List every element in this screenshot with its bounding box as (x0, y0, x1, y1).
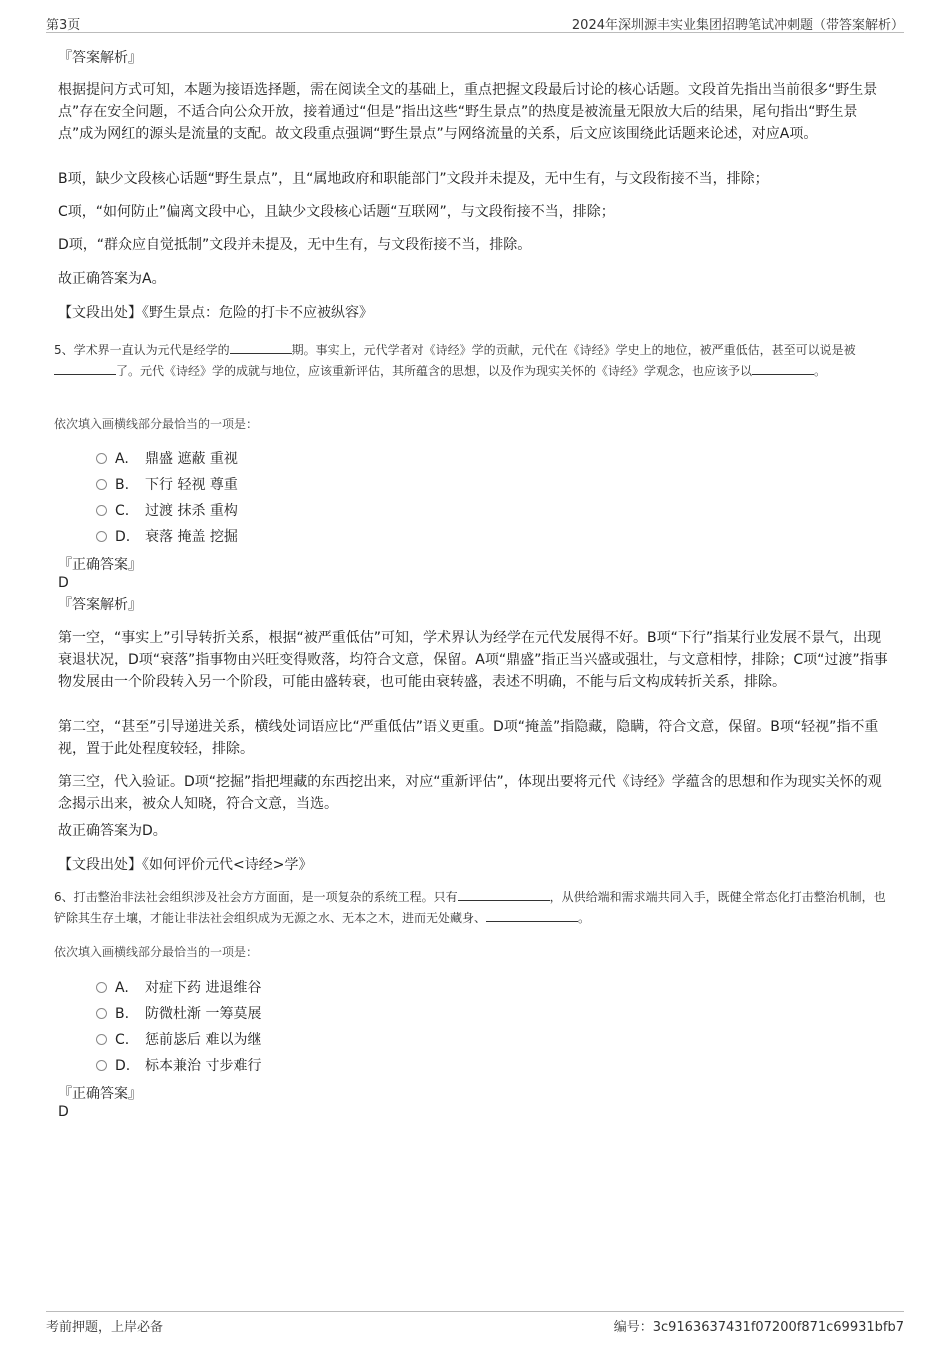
page-header (46, 10, 904, 33)
fill-blank (752, 362, 814, 375)
source-citation: 【文段出处】《野生景点：危险的打卡不应被纵容》 (58, 305, 373, 321)
analysis-paragraph: B项，缺少文段核心话题“野生景点”，且“属地政府和职能部门”文段并未提及，无中生有，与文段衔接不当，排除； (58, 171, 769, 187)
fill-blank (230, 341, 292, 354)
question-stem: 6、打击整治非法社会组织涉及社会方方面面，是一项复杂的系统工程。只有 ，从供给端和需求端共同入手，既健全常态化打击整治机制，也铲除其生存土壤，才能让非法社会组织成为无源之水、无本之木，进而无处藏身、 。 (54, 890, 886, 925)
radio-icon[interactable] (96, 453, 107, 464)
option-b[interactable]: B. 下行 轻视 尊重 (96, 474, 238, 496)
page-number: 第3页 (46, 18, 81, 33)
document-title: 2024年深圳源丰实业集团招聘笔试冲刺题（带答案解析） (571, 18, 904, 33)
correct-answer: D (58, 575, 69, 591)
fill-blank (54, 362, 116, 375)
radio-icon[interactable] (96, 1008, 107, 1019)
radio-icon[interactable] (96, 1060, 107, 1071)
source-citation: 【文段出处】《如何评价元代<诗经>学》 (58, 857, 313, 873)
analysis-paragraph: 第二空，“甚至”引导递进关系，横线处词语应比“严重低估”语义更重。D项“掩盖”指隐藏，隐瞒，符合文意，保留。B项“轻视”指不重视，置于此处程度较轻，排除。 (58, 719, 879, 757)
radio-icon[interactable] (96, 1034, 107, 1045)
option-b[interactable]: B. 防微杜渐 一筹莫展 (96, 1003, 261, 1025)
option-a[interactable]: A. 对症下药 进退维谷 (96, 977, 261, 999)
answer-conclusion: 故正确答案为A。 (58, 271, 166, 287)
radio-icon[interactable] (96, 505, 107, 516)
analysis-label: 『答案解析』 (58, 597, 142, 613)
option-c[interactable]: C. 过渡 抹杀 重构 (96, 500, 238, 522)
analysis-paragraph: C项，“如何防止”偏离文段中心，且缺少文段核心话题“互联网”，与文段衔接不当，排除； (58, 204, 615, 220)
correct-answer: D (58, 1104, 69, 1120)
radio-icon[interactable] (96, 479, 107, 490)
question-stem: 5、学术界一直认为元代是经学的 期。事实上，元代学者对《诗经》学的贡献，元代在《诗经》学史上的地位，被严重低估，甚至可以说是被了。元代《诗经》学的成就与地位，应该重新评估，其所蕴含的思想，以及作为现实关怀的《诗经》学观念，也应该予以 。 (54, 343, 856, 378)
correct-answer-label: 『正确答案』 (58, 557, 142, 573)
question-prompt: 依次填入画横线部分最恰当的一项是： (54, 945, 259, 959)
option-c[interactable]: C. 惩前毖后 难以为继 (96, 1029, 261, 1051)
document-id: 编号：3c9163637431f07200f871c69931bfb7 (613, 1320, 904, 1335)
fill-blank (486, 909, 578, 922)
radio-icon[interactable] (96, 531, 107, 542)
answer-conclusion: 故正确答案为D。 (58, 823, 167, 839)
analysis-paragraph: 第一空，“事实上”引导转折关系，根据“被严重低估”可知，学术界认为经学在元代发展得不好。B项“下行”指某行业发展不景气，出现衰退状况，D项“衰落”指事物由兴旺变得败落，均符合文意，保留。A项“鼎盛”指正当兴盛或强壮，与文意相悖，排除；C项“过渡”指事物发展由一个阶段转入另一个阶段，可能由盛转衰，也可能由衰转盛，表述不明确，不能与后文构成转折关系，排除。 (58, 630, 888, 690)
correct-answer-label: 『正确答案』 (58, 1086, 142, 1102)
radio-icon[interactable] (96, 982, 107, 993)
option-d[interactable]: D. 标本兼治 寸步难行 (96, 1055, 261, 1077)
question-prompt: 依次填入画横线部分最恰当的一项是： (54, 417, 259, 431)
analysis-paragraph: 根据提问方式可知，本题为接语选择题，需在阅读全文的基础上，重点把握文段最后讨论的核心话题。文段首先指出当前很多“野生景点”存在安全问题，不适合向公众开放，接着通过“但是”指出这些“野生景点”的热度是被流量无限放大后的结果，尾句指出“野生景点”成为网红的源头是流量的支配。故文段重点强调“野生景点”与网络流量的关系，后文应该围绕此话题来论述，对应A项。 (58, 82, 878, 142)
analysis-paragraph: D项，“群众应自觉抵制”文段并未提及，无中生有，与文段衔接不当，排除。 (58, 237, 532, 253)
analysis-paragraph: 第三空，代入验证。D项“挖掘”指把埋藏的东西挖出来，对应“重新评估”，体现出要将元代《诗经》学蕴含的思想和作为现实关怀的观念揭示出来，被众人知晓，符合文意，当选。 (58, 774, 882, 812)
option-a[interactable]: A. 鼎盛 遮蔽 重视 (96, 448, 238, 470)
fill-blank (458, 888, 550, 901)
footer-slogan: 考前押题，上岸必备 (46, 1320, 164, 1335)
analysis-label: 『答案解析』 (58, 50, 142, 66)
page-footer (46, 1311, 904, 1336)
option-d[interactable]: D. 衰落 掩盖 挖掘 (96, 526, 238, 548)
